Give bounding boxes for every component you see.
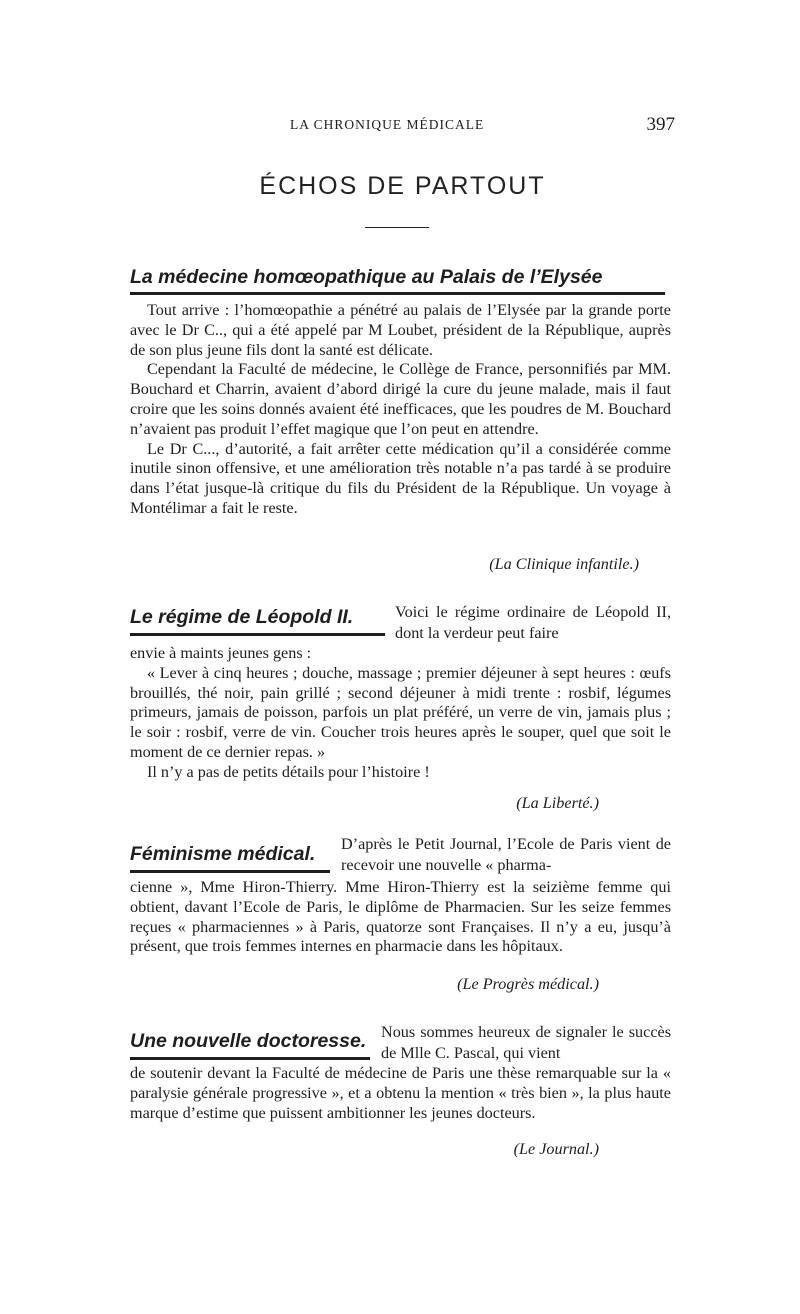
- article-heading-homeopathie: La médecine homœopathique au Palais de l’Elysée: [130, 266, 603, 288]
- running-title: LA CHRONIQUE MÉDICALE: [290, 117, 485, 132]
- title-divider: [365, 227, 429, 228]
- paragraph: Il n’y a pas de petits détails pour l’histoire !: [147, 762, 430, 781]
- article-body-doctoresse: [130, 1064, 671, 1123]
- article-source: (La Clinique infantile.): [489, 555, 639, 573]
- page-number: 397: [646, 114, 675, 135]
- paragraph: Cependant la Faculté de médecine, le Collège de France, personnifiés par MM. Bouchard et Charrin, avaient d’abord dirigé la cure du jeune malade, mais il faut croire que les soins donnés avaient été inefficaces, que les poudres de M. Bouchard n’avaient pas produit l’effet magique que l’on peut en attendre.: [130, 360, 671, 438]
- section-title: ÉCHOS DE PARTOUT: [259, 172, 546, 200]
- article-lead-doctoresse: Nous sommes heureux de signaler le succès de Mlle C. Pascal, qui vient: [381, 1023, 671, 1062]
- article-lead-feminisme: D’après le Petit Journal, l’Ecole de Paris vient de recevoir une nouvelle « pharma-: [341, 835, 671, 874]
- article-source: (La Liberté.): [516, 794, 599, 812]
- heading-text: Féminisme médical.: [130, 843, 316, 865]
- article-heading-feminisme: [130, 843, 330, 883]
- paragraph: Le Dr C..., d’autorité, a fait arrêter cette médication qu’il a considérée comme inutile sinon offensive, et une amélioration très notable n’a pas tardé à se produire dans l’état jusque-là critique du fils du Président de la République. Un voyage à Montélimar a fait le reste.: [130, 439, 671, 517]
- paragraph: « Lever à cinq heures ; douche, massage ; premier déjeuner à sept heures : œufs brouillés, thé noir, pain grillé ; second déjeuner à midi trente : rosbif, légumes primeurs, jamais de poisson, parfois un plat préféré, un verre de vin, jamais plus ; le soir : rosbif, verre de vin. Coucher trois heures après le souper, quel que soit le moment de ce dernier repas. »: [130, 663, 671, 761]
- heading-underline: [130, 292, 665, 295]
- paragraph: de soutenir devant la Faculté de médecine de Paris une thèse remarquable sur la « paralysie générale progressive », et a obtenu la mention « très bien », la plus haute marque d’estime que puissent ambitionner les jeunes docteurs.: [130, 1064, 671, 1122]
- article-body-feminisme: [130, 878, 671, 957]
- article-body-homeopathie: [130, 301, 671, 519]
- paragraph: Tout arrive : l’homœopathie a pénétré au palais de l’Elysée par la grande porte avec le Dr C.., qui a été appelé par M Loubet, président de la République, auprès de son plus jeune fils dont la santé est délicate.: [130, 301, 671, 359]
- heading-text: Une nouvelle doctoresse.: [130, 1030, 367, 1052]
- article-source: (Le Progrès médical.): [457, 975, 599, 993]
- paragraph: envie à maints jeunes gens :: [130, 644, 312, 662]
- article-heading-leopold: [130, 606, 385, 646]
- running-head: [130, 114, 675, 136]
- heading-underline: [130, 1057, 370, 1060]
- paragraph: cienne », Mme Hiron-Thierry. Mme Hiron-Thierry est la seizième femme qui obtient, davant l’Ecole de Paris, le diplôme de Pharmacien. Sur les seize femmes reçues « pharmaciennes » à Paris, quatorze sont Françaises. Il n’y a eu, jusqu’à présent, que trois femmes internes en pharmacie dans les hôpitaux.: [130, 878, 671, 956]
- article-body-leopold: [130, 644, 671, 783]
- heading-underline: [130, 633, 385, 636]
- heading-underline: [130, 870, 330, 873]
- article-source: (Le Journal.): [513, 1140, 599, 1158]
- article-lead-leopold: Voici le régime ordinaire de Léopold II, dont la verdeur peut faire: [395, 603, 671, 642]
- heading-text: Le régime de Léopold II.: [130, 606, 354, 628]
